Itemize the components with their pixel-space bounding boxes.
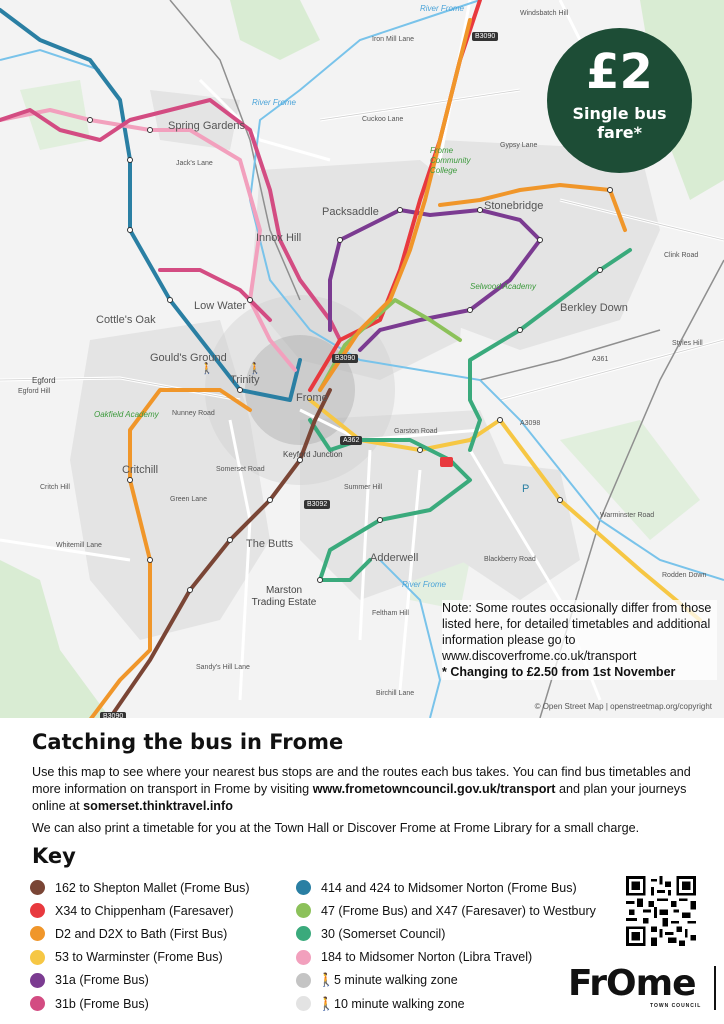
label-somerset-road: Somerset Road [216, 466, 265, 473]
key-item [296, 899, 596, 922]
key-item [296, 876, 596, 899]
shield-b3092: B3092 [304, 500, 330, 509]
key-label: 184 to Midsomer Norton (Libra Travel) [321, 950, 533, 965]
label-goulds-ground: Gould's Ground [150, 352, 227, 364]
label-feltham-hill: Feltham Hill [372, 610, 409, 617]
intro-text-b: and plan your journeys online at [32, 782, 687, 813]
shield-b3090-south: B3090 [100, 712, 126, 718]
key-item [30, 946, 250, 969]
key-item [296, 922, 596, 945]
route-note [442, 600, 717, 680]
key-label: 414 and 424 to Midsomer Norton (Frome Bus) [321, 880, 577, 895]
label-birchill-lane: Birchill Lane [376, 690, 415, 697]
key-swatch [30, 880, 45, 895]
key-swatch [296, 996, 311, 1011]
walking-icon-2: 🚶 [248, 362, 262, 375]
key-label: 31a (Frome Bus) [55, 973, 149, 988]
label-critchill: Critchill [122, 464, 159, 476]
label-garston-road: Garston Road [394, 428, 438, 435]
label-iron-mill-lane: Iron Mill Lane [372, 36, 415, 43]
key-label: 53 to Warminster (Frome Bus) [55, 950, 223, 965]
label-whitemill-lane: Whitemill Lane [56, 542, 102, 549]
walking-icon-1: 🚶 [200, 362, 214, 375]
fare-badge [547, 28, 692, 173]
shield-b3090-centre: B3090 [332, 354, 358, 363]
label-river-frome-top: River Frome [420, 4, 465, 13]
map-copyright: © Open Street Map | openstreetmap.org/copyright [534, 702, 712, 711]
intro-paragraph [32, 764, 702, 815]
label-styles-hill: Styles Hill [672, 340, 703, 347]
key-swatch [30, 903, 45, 918]
label-nunney-road: Nunney Road [172, 410, 215, 417]
key-label: D2 and D2X to Bath (First Bus) [55, 926, 228, 941]
label-green-lane: Green Lane [170, 496, 207, 503]
label-rodden-down: Rodden Down [662, 572, 707, 579]
label-river-frome-north: River Frome [252, 98, 297, 107]
label-the-butts: The Butts [246, 538, 294, 550]
label-river-frome-south: River Frome [402, 580, 447, 589]
walking-icon: 🚶 [318, 995, 335, 1011]
key-label: 31b (Frome Bus) [55, 996, 149, 1011]
label-trinity: Trinity [230, 374, 260, 386]
logo-divider [714, 966, 716, 1010]
key-item [296, 992, 596, 1015]
logo-wordmark: FrOme [568, 963, 696, 1004]
label-a361: A361 [592, 356, 609, 363]
fare-amount: £2 [586, 44, 653, 100]
town-council-link[interactable]: www.frometowncouncil.gov.uk/transport [312, 782, 556, 796]
route-note-text: Note: Some routes occasionally differ from those listed here, for detailed timetables and additional information please go to www.discoverfrome.co.uk/transport [442, 601, 712, 663]
label-frome: Frome [296, 392, 328, 404]
label-egford-hill: Egford Hill [18, 388, 51, 395]
label-innox-hill: Innox Hill [256, 232, 302, 244]
label-jacks-lane: Jack's Lane [176, 160, 213, 167]
fare-change-note: * Changing to £2.50 from 1st November [442, 665, 676, 679]
label-a3098: A3098 [520, 420, 541, 427]
key-swatch [30, 996, 45, 1011]
fare-text-line2: fare* [597, 123, 642, 142]
railway-station-icon [440, 457, 453, 467]
label-cuckoo-lane: Cuckoo Lane [362, 116, 404, 123]
label-warminster-road: Warminster Road [600, 512, 655, 519]
label-packsaddle: Packsaddle [322, 206, 379, 218]
key-swatch [296, 950, 311, 965]
key-column-left [30, 876, 250, 1015]
label-spring-gardens: Spring Gardens [168, 120, 246, 132]
key-label: X34 to Chippenham (Faresaver) [55, 903, 234, 918]
key-item [30, 876, 250, 899]
key-label: 30 (Somerset Council) [321, 926, 446, 941]
label-sandys-hill-lane: Sandy's Hill Lane [196, 664, 250, 671]
label-low-water: Low Water [194, 300, 247, 312]
label-gypsy-lane: Gypsy Lane [500, 142, 538, 149]
thinktravel-link[interactable]: somerset.thinktravel.info [83, 799, 233, 813]
key-item [30, 992, 250, 1015]
key-label: 5 minute walking zone [334, 973, 458, 988]
key-swatch [296, 880, 311, 895]
qr-code[interactable] [626, 876, 696, 946]
key-item [296, 969, 596, 992]
parking-icon: P [522, 483, 530, 495]
key-item [30, 922, 250, 945]
page-title: Catching the bus in Frome [32, 730, 344, 754]
label-oakfield-academy: Oakfield Academy [94, 410, 159, 419]
key-item [30, 899, 250, 922]
timetable-paragraph: We can also print a timetable for you at the Town Hall or Discover Frome at Frome Library for a small charge. [32, 821, 640, 835]
key-item [296, 946, 596, 969]
walking-icon: 🚶 [318, 972, 335, 988]
label-critch-hill: Critch Hill [40, 484, 70, 491]
key-label: 47 (Frome Bus) and X47 (Faresaver) to Westbury [321, 903, 596, 918]
label-blackberry-road: Blackberry Road [484, 556, 536, 563]
key-swatch [296, 903, 311, 918]
key-label: 162 to Shepton Mallet (Frome Bus) [55, 880, 250, 895]
intro-text-a: Use this map to see where your nearest bus stops are and the routes each bus takes. You can find bus timetables and more information on transport in Frome by visiting [32, 765, 691, 796]
key-label: 10 minute walking zone [334, 996, 465, 1011]
fare-text-line1: Single bus [572, 104, 667, 123]
key-swatch [30, 973, 45, 988]
logo-subtitle: TOWN COUNCIL [650, 1003, 702, 1009]
label-adderwell: Adderwell [370, 552, 419, 564]
key-item [30, 969, 250, 992]
label-windsbatch-hill: Windsbatch Hill [520, 10, 569, 17]
key-swatch [296, 926, 311, 941]
key-title: Key [32, 844, 76, 868]
frome-town-council-logo [568, 963, 708, 1010]
key-swatch [30, 926, 45, 941]
key-swatch [30, 950, 45, 965]
label-cottles-oak: Cottle's Oak [96, 314, 156, 326]
label-marston-trading-estate: Marston Trading Estate [251, 585, 317, 608]
key-swatch [296, 973, 311, 988]
label-egford: Egford [32, 376, 56, 385]
label-berkley-down: Berkley Down [560, 302, 628, 314]
shield-a362: A362 [340, 436, 362, 445]
label-stonebridge: Stonebridge [484, 200, 544, 212]
label-frome-community-college: Frome Community College [430, 146, 471, 175]
label-summer-hill: Summer Hill [344, 484, 383, 491]
label-clink-road: Clink Road [664, 252, 699, 259]
label-keyford-junction: Keyford Junction [283, 450, 343, 459]
label-selwood-academy: Selwood Academy [470, 282, 536, 291]
key-column-right [296, 876, 596, 1015]
shield-b3090-north: B3090 [472, 32, 498, 41]
